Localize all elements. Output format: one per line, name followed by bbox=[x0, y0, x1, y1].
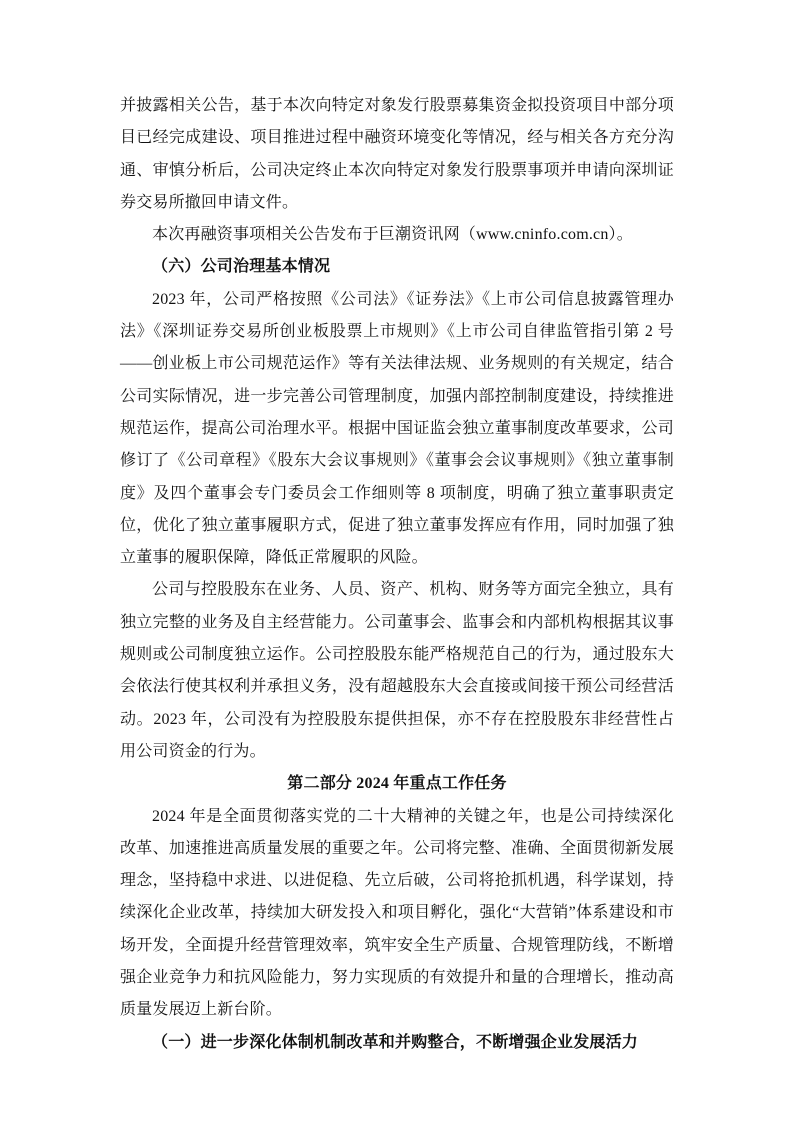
body-paragraph-announcement-site: 本次再融资事项相关公告发布于巨潮资讯网（www.cninfo.com.cn）。 bbox=[152, 226, 633, 244]
subsection-heading-reform-integration: （一）进一步深化体制机制改革和并购整合，不断增强企业发展活力 bbox=[152, 1033, 639, 1051]
section-heading-corporate-governance: （六）公司治理基本情况 bbox=[152, 258, 331, 276]
body-paragraph-refinancing-termination: 并披露相关公告，基于本次向特定对象发行股票募集资金拟投资项目中部分项目已经完成建设、项目推进过程中融资环境变化等情况，经与相关各方充分沟通、审慎分析后，公司决定终止本次向特定对象发行股票事项并申请向深圳证券交易所撤回申请文件。 bbox=[120, 97, 674, 211]
body-paragraph-independence: 公司与控股股东在业务、人员、资产、机构、财务等方面完全独立，具有独立完整的业务及自主经营能力。公司董事会、监事会和内部机构根据其议事规则或公司制度独立运作。公司控股股东能严格规范自己的行为，通过股东大会依法行使其权利并承担义务，没有超越股东大会直接或间接干预公司经营活动。2023 年，公司没有为控股股东提供担保，亦不存在控股股东非经营性占用公司资金的行为。 bbox=[120, 581, 674, 760]
body-paragraph-2024-outlook: 2024 年是全面贯彻落实党的二十大精神的关键之年，也是公司持续深化改革、加速推进高质量发展的重要之年。公司将完整、准确、全面贯彻新发展理念，坚持稳中求进、以进促稳、先立后破，公司将抢抓机遇，科学谋划，持续深化企业改革，持续加大研发投入和项目孵化，强化“大营销”体系建设和市场开发，全面提升经营管理效率，筑牢安全生产质量、合规管理防线，不断增强企业竞争力和抗风险能力，努力实现质的有效提升和量的合理增长，推动高质量发展迈上新台阶。 bbox=[120, 807, 674, 1019]
part-heading-2024-key-tasks: 第二部分 2024 年重点工作任务 bbox=[287, 775, 507, 793]
body-paragraph-governance-2023: 2023 年，公司严格按照《公司法》《证券法》《上市公司信息披露管理办法》《深圳证券交易所创业板股票上市规则》《上市公司自律监管指引第 2 号——创业板上市公司规范运作》等有关法律法规、业务规则的有关规定，结合公司实际情况，进一步完善公司管理制度，加强内部控制制度建设，持续推进规范运作，提高公司治理水平。根据中国证监会独立董事制度改革要求，公司修订了《公司章程》《股东大会议事规则》《董事会会议事规则》《独立董事制度》及四个董事会专门委员会工作细则等 8 项制度，明确了独立董事职责定位，优化了独立董事履职方式，促进了独立董事发挥应有作用，同时加强了独立董事的履职保障，降低正常履职的风险。 bbox=[120, 290, 674, 567]
